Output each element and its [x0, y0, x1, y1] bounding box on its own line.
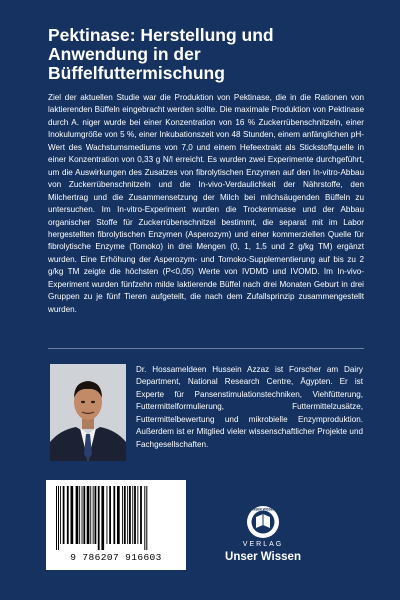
publisher-verlag-label: VERLAG: [242, 541, 284, 548]
barcode-bar: [83, 486, 85, 544]
barcode-bar: [113, 486, 115, 544]
barcode-bar: [107, 486, 108, 544]
barcode-bar: [76, 486, 79, 544]
barcode-bar: [82, 486, 83, 544]
barcode-bar: [124, 486, 126, 544]
barcode-bar: [134, 486, 136, 544]
barcode-bar: [67, 486, 69, 544]
barcode-bar: [127, 486, 128, 544]
barcode-bar: [98, 486, 100, 550]
publisher-logo-icon: [232, 505, 294, 541]
barcode-bar: [109, 486, 111, 544]
barcode-bar: [140, 486, 142, 544]
author-bio: Dr. Hossameldeen Hussein Azzaz ist Forscher am Dairy Department, National Research Centre, Ägypten. Er ist Experte für Pansenstimulationstechniken, Viehfütterung, Futtermittelformulierung, Futtermittelzusätze, Futtermittelbewertung und mikrobielle Enzymproduktion. Außerdem ist er Mitglied vieler wissenschaftlicher Projekte und Fachgesellschaften.: [136, 365, 363, 449]
barcode-bar: [56, 486, 57, 550]
barcode-bar: [146, 486, 147, 550]
barcode-bar: [87, 486, 90, 544]
barcode-bar: [137, 486, 138, 544]
barcode-bar: [58, 486, 59, 550]
publisher-name: Unser Wissen: [225, 551, 301, 563]
barcode-bar: [93, 486, 94, 544]
publisher-emblem-text: UNSER WISSEN: [250, 507, 276, 512]
section-divider: [48, 348, 364, 349]
barcode-bar: [90, 486, 91, 544]
barcode-bar: [71, 486, 74, 544]
barcode-bar: [60, 486, 61, 544]
isbn-barcode: [46, 480, 186, 570]
author-photo: [50, 364, 126, 461]
barcode-bar: [129, 486, 131, 544]
book-abstract: Ziel der aktuellen Studie war die Produktion von Pektinase, die in die Rationen von laktierenden Büffeln eingebracht werden sollte. Die maximale Produktion von Pektinase durch A. niger wurde bei einer Konzentration von 16 % Zuckerrübenschnitzeln, einer Inokulumgröße von 5 %, einer Inkubationszeit von 48 Stunden, einem anfänglichen pH-Wert des Wachstumsmediums von 7,0 und einem Hefeextrakt als Stickstoffquelle in einer Konzentration von 0,33 g N/l erreicht. Es wurden zwei Experimente durchgeführt, um die Auswirkungen des Zusatzes von fibrolytischen Enzymen auf den In-vitro-Abbau von Zuckerrübenschnitzeln und die In-vivo-Verdaulichkeit der Nährstoffe, den Milchertrag und die Zusammensetzung der Milch bei milchsäugenden Büffeln zu untersuchen. Im In-vitro-Experiment wurden die Trockenmasse und der Abbau organischer Stoffe für Zuckerrübenschnitzel bestimmt, die separat mit im Labor hergestellten fibrolytischen Enzymen (Asperozym) und einer kommerziellen Quelle für fibrolytische Enzyme (Tomoko) in drei Mengen (0, 1, 1,5 und 2 g/kg TM) ergänzt wurden. Eine Erhöhung der Asperozym- und Tomoko-Supplementierung auf bis zu 2 g/kg TM zeigte die höchsten (P<0,05) Werte von IVDMD und IVOMD. Im In-vivo-Experiment wurden fünfzehn milde laktierende Büffel nach drei Monaten Geburt in drei Gruppen zu je fünf Tieren aufgeteilt, die nach dem Zufallsprinzip zusammengestellt wurden.: [48, 93, 364, 314]
barcode-bar: [122, 486, 123, 544]
book-title: Pektinase: Herstellung und Anwendung in der Büffelfuttermischung: [48, 25, 274, 83]
barcode-bar: [63, 486, 65, 544]
barcode-bar: [101, 486, 104, 550]
barcode-bar: [79, 486, 80, 544]
barcode-bar: [132, 486, 133, 544]
barcode-bar: [95, 486, 97, 544]
isbn-number: 9 786207 916603: [70, 552, 162, 563]
barcode-bar: [117, 486, 120, 544]
barcode-bar: [144, 486, 145, 550]
